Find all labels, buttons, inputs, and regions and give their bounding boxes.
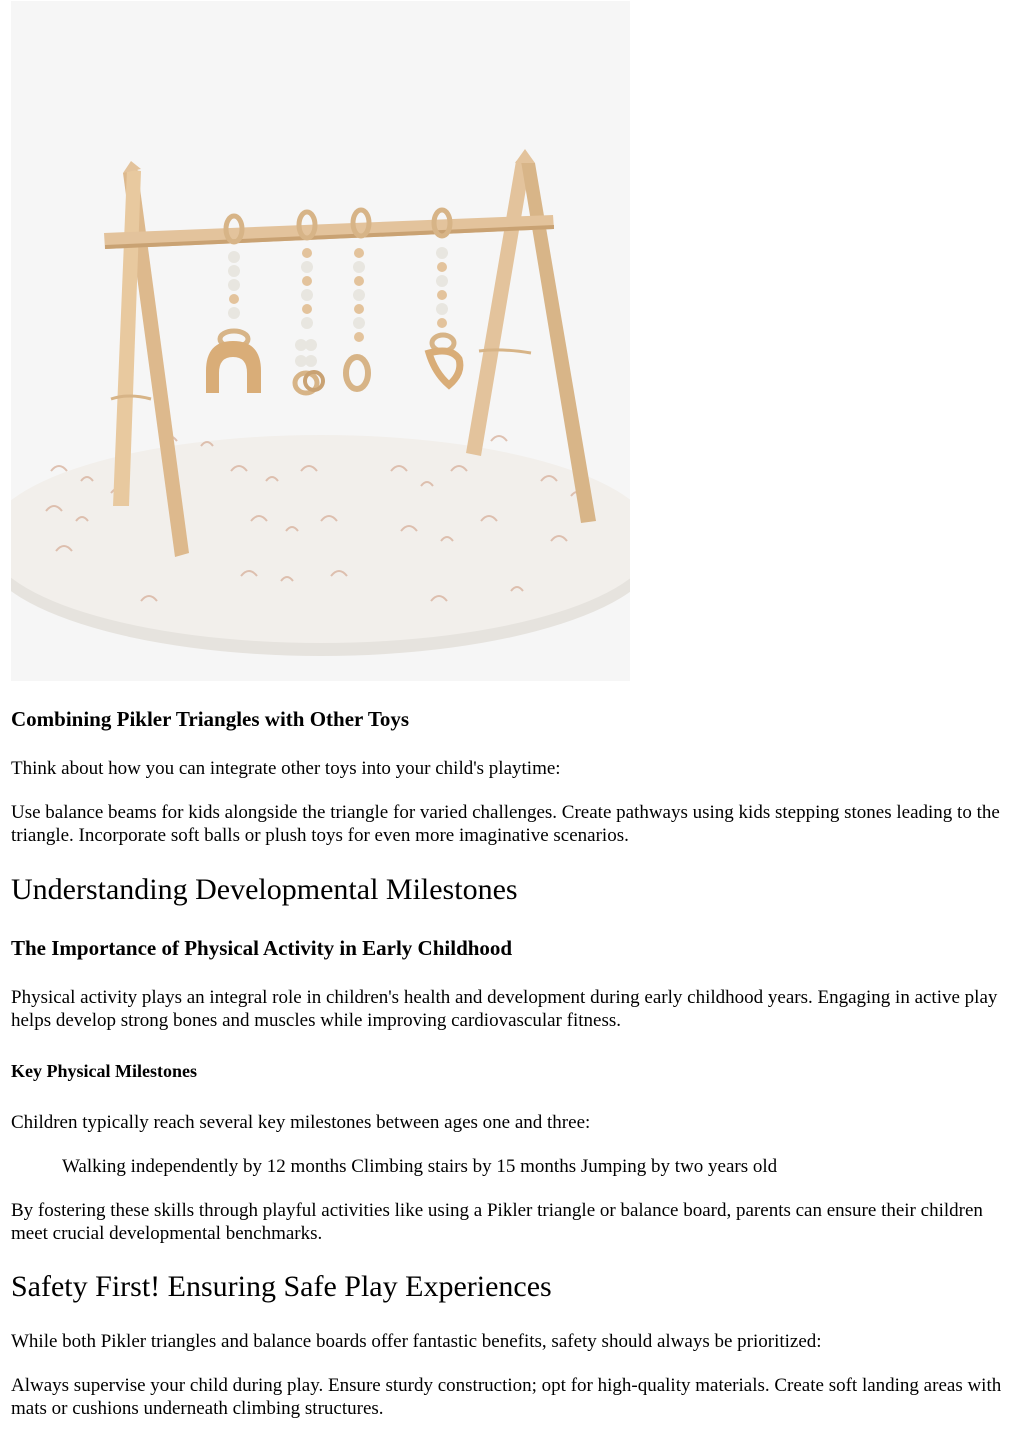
- physical-activity-heading: The Importance of Physical Activity in Early Childhood: [11, 936, 513, 960]
- safety-heading: Safety First! Ensuring Safe Play Experiences: [11, 1270, 552, 1303]
- key-milestones-heading: Key Physical Milestones: [11, 1061, 197, 1081]
- play-gym-photo: [11, 1, 630, 681]
- safety-intro: While both Pikler triangles and balance boards offer fantastic benefits, safety should always be prioritized:: [11, 1331, 822, 1352]
- physical-activity-body: Physical activity plays an integral role in children's health and development during early childhood years. Engaging in active play helps develop strong bones and muscles while improving cardiovascular fitness.: [11, 987, 998, 1031]
- play-mat: [11, 435, 630, 643]
- milestones-closing: By fostering these skills through playful activities like using a Pikler triangle or balance board, parents can ensure their children meet crucial developmental benchmarks.: [11, 1200, 983, 1244]
- key-milestones-list: Walking independently by 12 months Climbing stairs by 15 months Jumping by two years old: [62, 1156, 778, 1177]
- safety-body: Always supervise your child during play. Ensure sturdy construction; opt for high-quality materials. Create soft landing areas with mats or cushions underneath climbing structures.: [11, 1375, 1002, 1419]
- wooden-play-gym-illustration: [11, 1, 630, 681]
- combining-body: Use balance beams for kids alongside the triangle for varied challenges. Create pathways using kids stepping stones leading to the triangle. Incorporate soft balls or plush toys for even more imaginative scenarios.: [11, 802, 1000, 846]
- key-milestones-intro: Children typically reach several key milestones between ages one and three:: [11, 1112, 591, 1133]
- combining-heading: Combining Pikler Triangles with Other Toys: [11, 707, 410, 731]
- combining-intro: Think about how you can integrate other toys into your child's playtime:: [11, 758, 561, 779]
- milestones-heading: Understanding Developmental Milestones: [11, 873, 518, 906]
